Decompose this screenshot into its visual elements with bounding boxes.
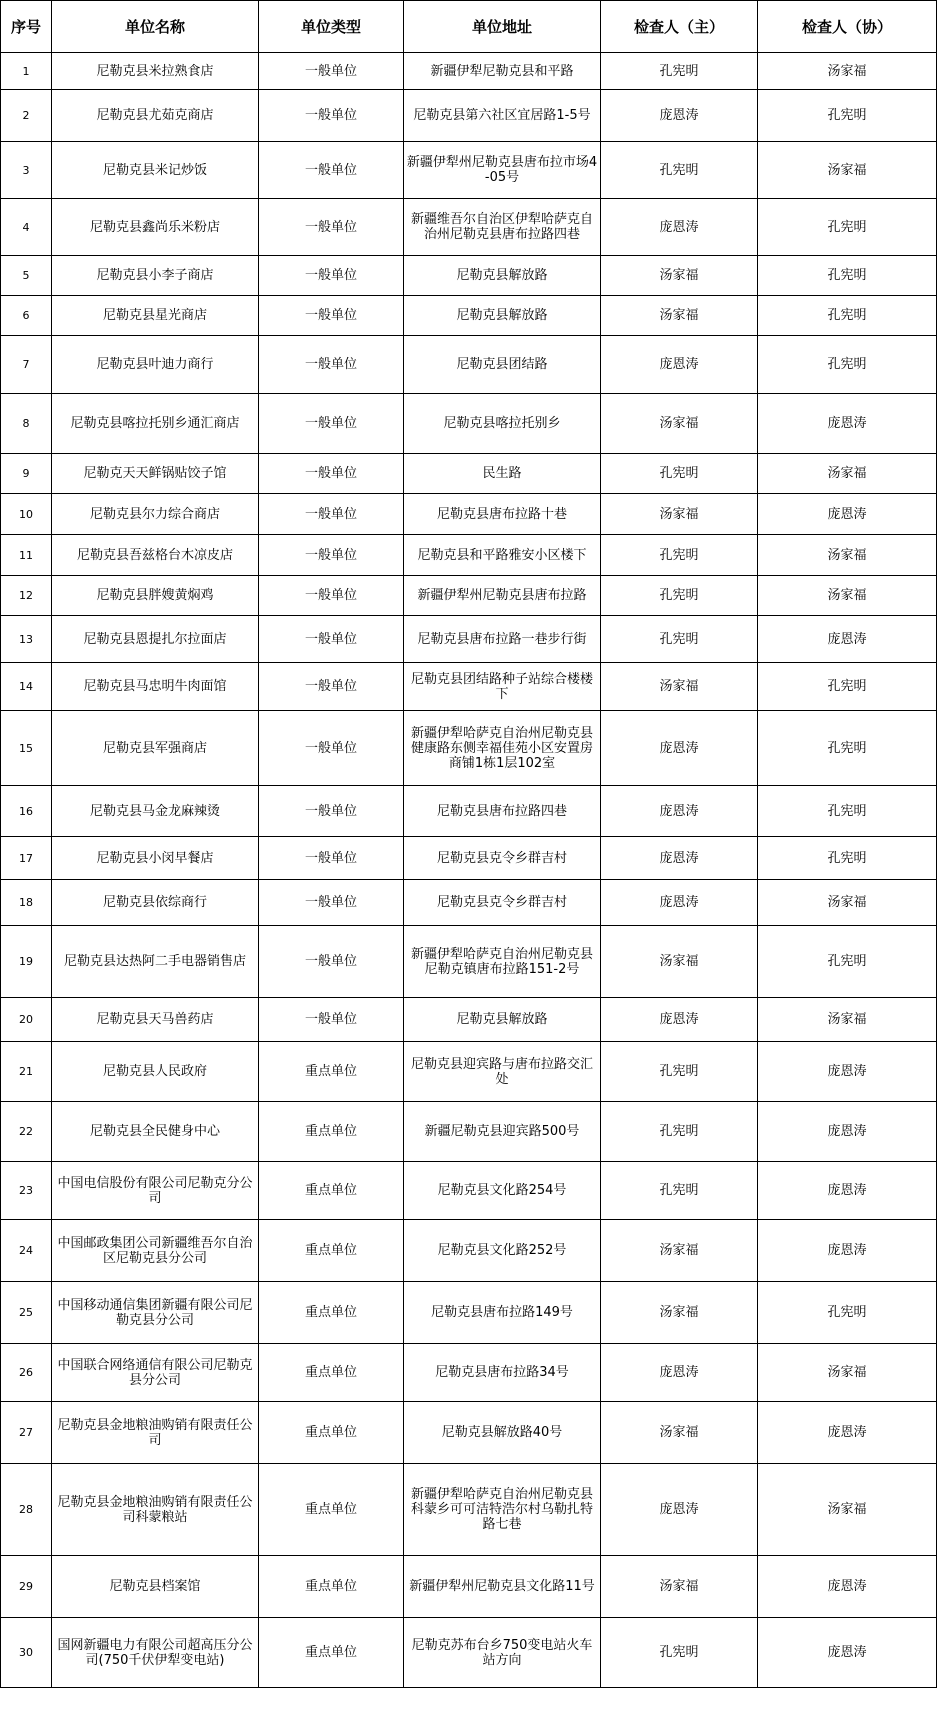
- unit-type: 重点单位: [259, 1464, 404, 1556]
- unit-address: 尼勒克县团结路种子站综合楼楼下: [404, 663, 601, 711]
- unit-type: 一般单位: [259, 53, 404, 90]
- table-row: [1, 880, 937, 926]
- table-row: [1, 1042, 937, 1102]
- inspector-main: 庞恩涛: [601, 1344, 758, 1402]
- unit-address: 新疆伊犁哈萨克自治州尼勒克县尼勒克镇唐布拉路151-2号: [404, 926, 601, 998]
- inspector-main: 孔宪明: [601, 142, 758, 199]
- unit-name: 尼勒克县小闵早餐店: [52, 837, 259, 880]
- table-row: [1, 256, 937, 296]
- row-index: 24: [1, 1220, 52, 1282]
- inspector-assist: 孔宪明: [758, 336, 937, 394]
- inspector-assist: 汤家福: [758, 535, 937, 576]
- table-row: [1, 1556, 937, 1618]
- unit-address: 新疆伊犁州尼勒克县唐布拉市场4-05号: [404, 142, 601, 199]
- unit-type: 重点单位: [259, 1618, 404, 1688]
- row-index: 18: [1, 880, 52, 926]
- unit-name: 尼勒克县金地粮油购销有限责任公司科蒙粮站: [52, 1464, 259, 1556]
- unit-name: 尼勒克县叶迪力商行: [52, 336, 259, 394]
- unit-name: 中国移动通信集团新疆有限公司尼勒克县分公司: [52, 1282, 259, 1344]
- unit-address: 尼勒克县喀拉托别乡: [404, 394, 601, 454]
- unit-address: 尼勒克县唐布拉路十巷: [404, 494, 601, 535]
- inspector-assist: 汤家福: [758, 1344, 937, 1402]
- inspector-main: 庞恩涛: [601, 786, 758, 837]
- row-index: 30: [1, 1618, 52, 1688]
- inspector-assist: 汤家福: [758, 454, 937, 494]
- unit-address: 尼勒克县第六社区宜居路1-5号: [404, 90, 601, 142]
- inspector-main: 孔宪明: [601, 535, 758, 576]
- inspector-assist: 汤家福: [758, 142, 937, 199]
- unit-address: 尼勒克县和平路雅安小区楼下: [404, 535, 601, 576]
- inspector-assist: 孔宪明: [758, 199, 937, 256]
- unit-type: 一般单位: [259, 142, 404, 199]
- row-index: 29: [1, 1556, 52, 1618]
- unit-name: 尼勒克县喀拉托别乡通汇商店: [52, 394, 259, 454]
- unit-type: 一般单位: [259, 90, 404, 142]
- unit-name: 尼勒克县星光商店: [52, 296, 259, 336]
- row-index: 17: [1, 837, 52, 880]
- unit-name: 尼勒克县人民政府: [52, 1042, 259, 1102]
- inspector-assist: 庞恩涛: [758, 1042, 937, 1102]
- table-row: [1, 1220, 937, 1282]
- unit-address: 新疆伊犁州尼勒克县文化路11号: [404, 1556, 601, 1618]
- unit-type: 重点单位: [259, 1162, 404, 1220]
- table-row: [1, 711, 937, 786]
- unit-name: 尼勒克县达热阿二手电器销售店: [52, 926, 259, 998]
- table-row: [1, 296, 937, 336]
- unit-type: 重点单位: [259, 1042, 404, 1102]
- unit-name: 尼勒克县米记炒饭: [52, 142, 259, 199]
- row-index: 7: [1, 336, 52, 394]
- unit-name: 尼勒克县恩提扎尔拉面店: [52, 616, 259, 663]
- row-index: 12: [1, 576, 52, 616]
- inspector-assist: 孔宪明: [758, 663, 937, 711]
- header-inspector-main: 检查人（主）: [601, 1, 758, 53]
- inspector-assist: 庞恩涛: [758, 1618, 937, 1688]
- inspector-assist: 孔宪明: [758, 926, 937, 998]
- unit-name: 尼勒克县军强商店: [52, 711, 259, 786]
- table-row: [1, 535, 937, 576]
- inspector-assist: 孔宪明: [758, 296, 937, 336]
- table-row: [1, 1464, 937, 1556]
- inspector-main: 汤家福: [601, 394, 758, 454]
- row-index: 26: [1, 1344, 52, 1402]
- unit-type: 一般单位: [259, 576, 404, 616]
- unit-type: 重点单位: [259, 1220, 404, 1282]
- inspector-main: 孔宪明: [601, 616, 758, 663]
- table-row: [1, 1402, 937, 1464]
- inspector-assist: 孔宪明: [758, 256, 937, 296]
- row-index: 9: [1, 454, 52, 494]
- unit-address: 尼勒克县文化路254号: [404, 1162, 601, 1220]
- row-index: 8: [1, 394, 52, 454]
- unit-type: 重点单位: [259, 1556, 404, 1618]
- unit-type: 重点单位: [259, 1402, 404, 1464]
- table-row: [1, 1102, 937, 1162]
- unit-type: 一般单位: [259, 296, 404, 336]
- inspector-main: 庞恩涛: [601, 998, 758, 1042]
- unit-address: 尼勒克县唐布拉路一巷步行街: [404, 616, 601, 663]
- row-index: 25: [1, 1282, 52, 1344]
- inspector-main: 孔宪明: [601, 1042, 758, 1102]
- unit-name: 国网新疆电力有限公司超高压分公司(750千伏伊犁变电站): [52, 1618, 259, 1688]
- unit-name: 中国联合网络通信有限公司尼勒克县分公司: [52, 1344, 259, 1402]
- inspector-assist: 汤家福: [758, 53, 937, 90]
- unit-name: 尼勒克县鑫尚乐米粉店: [52, 199, 259, 256]
- unit-name: 尼勒克县米拉熟食店: [52, 53, 259, 90]
- row-index: 2: [1, 90, 52, 142]
- inspector-main: 庞恩涛: [601, 1464, 758, 1556]
- unit-type: 一般单位: [259, 199, 404, 256]
- table-row: [1, 663, 937, 711]
- inspector-assist: 庞恩涛: [758, 1402, 937, 1464]
- table-row: [1, 199, 937, 256]
- inspector-assist: 庞恩涛: [758, 1162, 937, 1220]
- table-row: [1, 616, 937, 663]
- row-index: 19: [1, 926, 52, 998]
- unit-name: 尼勒克天天鲜锅贴饺子馆: [52, 454, 259, 494]
- inspector-assist: 汤家福: [758, 1464, 937, 1556]
- row-index: 15: [1, 711, 52, 786]
- unit-type: 一般单位: [259, 454, 404, 494]
- unit-address: 新疆伊犁尼勒克县和平路: [404, 53, 601, 90]
- unit-type: 一般单位: [259, 535, 404, 576]
- row-index: 23: [1, 1162, 52, 1220]
- inspector-main: 汤家福: [601, 926, 758, 998]
- table-row: [1, 142, 937, 199]
- inspector-main: 汤家福: [601, 1220, 758, 1282]
- unit-type: 一般单位: [259, 711, 404, 786]
- row-index: 4: [1, 199, 52, 256]
- row-index: 28: [1, 1464, 52, 1556]
- unit-address: 新疆维吾尔自治区伊犁哈萨克自治州尼勒克县唐布拉路四巷: [404, 199, 601, 256]
- inspector-assist: 孔宪明: [758, 837, 937, 880]
- unit-address: 尼勒克县解放路: [404, 998, 601, 1042]
- table-row: [1, 1162, 937, 1220]
- header-unit-name: 单位名称: [52, 1, 259, 53]
- unit-name: 尼勒克县尔力综合商店: [52, 494, 259, 535]
- inspector-assist: 庞恩涛: [758, 616, 937, 663]
- unit-address: 尼勒克县克令乡群吉村: [404, 880, 601, 926]
- inspector-main: 庞恩涛: [601, 711, 758, 786]
- row-index: 13: [1, 616, 52, 663]
- unit-type: 一般单位: [259, 256, 404, 296]
- inspector-assist: 庞恩涛: [758, 394, 937, 454]
- table-row: [1, 786, 937, 837]
- unit-address: 新疆伊犁哈萨克自治州尼勒克县健康路东侧幸福佳苑小区安置房商铺1栋1层102室: [404, 711, 601, 786]
- table-row: [1, 1344, 937, 1402]
- unit-address: 新疆尼勒克县迎宾路500号: [404, 1102, 601, 1162]
- inspector-assist: 孔宪明: [758, 1282, 937, 1344]
- unit-type: 重点单位: [259, 1282, 404, 1344]
- inspector-assist: 汤家福: [758, 880, 937, 926]
- unit-address: 尼勒克县唐布拉路34号: [404, 1344, 601, 1402]
- unit-name: 尼勒克县吾兹格台木凉皮店: [52, 535, 259, 576]
- unit-name: 尼勒克县马忠明牛肉面馆: [52, 663, 259, 711]
- row-index: 22: [1, 1102, 52, 1162]
- table-row: [1, 494, 937, 535]
- table-row: [1, 998, 937, 1042]
- unit-name: 尼勒克县全民健身中心: [52, 1102, 259, 1162]
- row-index: 21: [1, 1042, 52, 1102]
- unit-address: 尼勒克县解放路: [404, 256, 601, 296]
- header-index: 序号: [1, 1, 52, 53]
- row-index: 3: [1, 142, 52, 199]
- inspector-assist: 庞恩涛: [758, 1220, 937, 1282]
- unit-address: 尼勒克县克令乡群吉村: [404, 837, 601, 880]
- unit-type: 重点单位: [259, 1102, 404, 1162]
- row-index: 6: [1, 296, 52, 336]
- table-row: [1, 90, 937, 142]
- unit-type: 一般单位: [259, 786, 404, 837]
- inspector-main: 汤家福: [601, 296, 758, 336]
- inspector-assist: 孔宪明: [758, 786, 937, 837]
- unit-name: 中国电信股份有限公司尼勒克分公司: [52, 1162, 259, 1220]
- unit-type: 一般单位: [259, 616, 404, 663]
- header-unit-type: 单位类型: [259, 1, 404, 53]
- inspector-assist: 孔宪明: [758, 90, 937, 142]
- unit-name: 尼勒克县马金龙麻辣烫: [52, 786, 259, 837]
- table-row: [1, 336, 937, 394]
- unit-address: 尼勒克县唐布拉路149号: [404, 1282, 601, 1344]
- row-index: 20: [1, 998, 52, 1042]
- table-row: [1, 53, 937, 90]
- table-row: [1, 926, 937, 998]
- inspector-assist: 庞恩涛: [758, 1556, 937, 1618]
- unit-name: 尼勒克县胖嫂黄焖鸡: [52, 576, 259, 616]
- header-inspector-assist: 检查人（协）: [758, 1, 937, 53]
- unit-address: 尼勒克苏布台乡750变电站火车站方向: [404, 1618, 601, 1688]
- row-index: 5: [1, 256, 52, 296]
- unit-address: 尼勒克县迎宾路与唐布拉路交汇处: [404, 1042, 601, 1102]
- unit-address: 尼勒克县唐布拉路四巷: [404, 786, 601, 837]
- unit-address: 新疆伊犁哈萨克自治州尼勒克县科蒙乡可可洁特浩尔村乌勒扎特路七巷: [404, 1464, 601, 1556]
- row-index: 27: [1, 1402, 52, 1464]
- unit-address: 尼勒克县文化路252号: [404, 1220, 601, 1282]
- unit-name: 尼勒克县天马兽药店: [52, 998, 259, 1042]
- unit-name: 尼勒克县小李子商店: [52, 256, 259, 296]
- inspector-assist: 汤家福: [758, 998, 937, 1042]
- table-row: [1, 454, 937, 494]
- table-row: [1, 837, 937, 880]
- inspector-main: 庞恩涛: [601, 837, 758, 880]
- inspector-main: 庞恩涛: [601, 199, 758, 256]
- unit-address: 尼勒克县解放路40号: [404, 1402, 601, 1464]
- table-row: [1, 576, 937, 616]
- unit-type: 一般单位: [259, 336, 404, 394]
- unit-address: 民生路: [404, 454, 601, 494]
- inspector-main: 孔宪明: [601, 576, 758, 616]
- inspector-main: 孔宪明: [601, 1618, 758, 1688]
- inspector-main: 孔宪明: [601, 1162, 758, 1220]
- row-index: 14: [1, 663, 52, 711]
- row-index: 11: [1, 535, 52, 576]
- inspector-main: 庞恩涛: [601, 880, 758, 926]
- inspector-main: 孔宪明: [601, 53, 758, 90]
- unit-name: 尼勒克县金地粮油购销有限责任公司: [52, 1402, 259, 1464]
- inspector-main: 孔宪明: [601, 454, 758, 494]
- unit-address: 尼勒克县解放路: [404, 296, 601, 336]
- unit-address: 尼勒克县团结路: [404, 336, 601, 394]
- table-row: [1, 1282, 937, 1344]
- table-header-row: [1, 1, 937, 53]
- unit-type: 一般单位: [259, 880, 404, 926]
- inspector-assist: 庞恩涛: [758, 494, 937, 535]
- unit-type: 重点单位: [259, 1344, 404, 1402]
- inspector-main: 庞恩涛: [601, 336, 758, 394]
- header-unit-address: 单位地址: [404, 1, 601, 53]
- inspector-main: 汤家福: [601, 494, 758, 535]
- inspector-main: 汤家福: [601, 1282, 758, 1344]
- inspector-main: 庞恩涛: [601, 90, 758, 142]
- unit-name: 尼勒克县依综商行: [52, 880, 259, 926]
- row-index: 10: [1, 494, 52, 535]
- unit-type: 一般单位: [259, 998, 404, 1042]
- inspector-main: 汤家福: [601, 256, 758, 296]
- table-row: [1, 394, 937, 454]
- inspector-main: 汤家福: [601, 663, 758, 711]
- unit-type: 一般单位: [259, 663, 404, 711]
- inspector-assist: 汤家福: [758, 576, 937, 616]
- inspector-main: 孔宪明: [601, 1102, 758, 1162]
- inspector-main: 汤家福: [601, 1556, 758, 1618]
- inspector-assist: 庞恩涛: [758, 1102, 937, 1162]
- unit-name: 中国邮政集团公司新疆维吾尔自治区尼勒克县分公司: [52, 1220, 259, 1282]
- unit-type: 一般单位: [259, 926, 404, 998]
- unit-type: 一般单位: [259, 837, 404, 880]
- unit-name: 尼勒克县尤茹克商店: [52, 90, 259, 142]
- unit-type: 一般单位: [259, 494, 404, 535]
- inspector-assist: 孔宪明: [758, 711, 937, 786]
- unit-address: 新疆伊犁州尼勒克县唐布拉路: [404, 576, 601, 616]
- unit-name: 尼勒克县档案馆: [52, 1556, 259, 1618]
- row-index: 16: [1, 786, 52, 837]
- inspector-main: 汤家福: [601, 1402, 758, 1464]
- table-row: [1, 1618, 937, 1688]
- row-index: 1: [1, 53, 52, 90]
- unit-type: 一般单位: [259, 394, 404, 454]
